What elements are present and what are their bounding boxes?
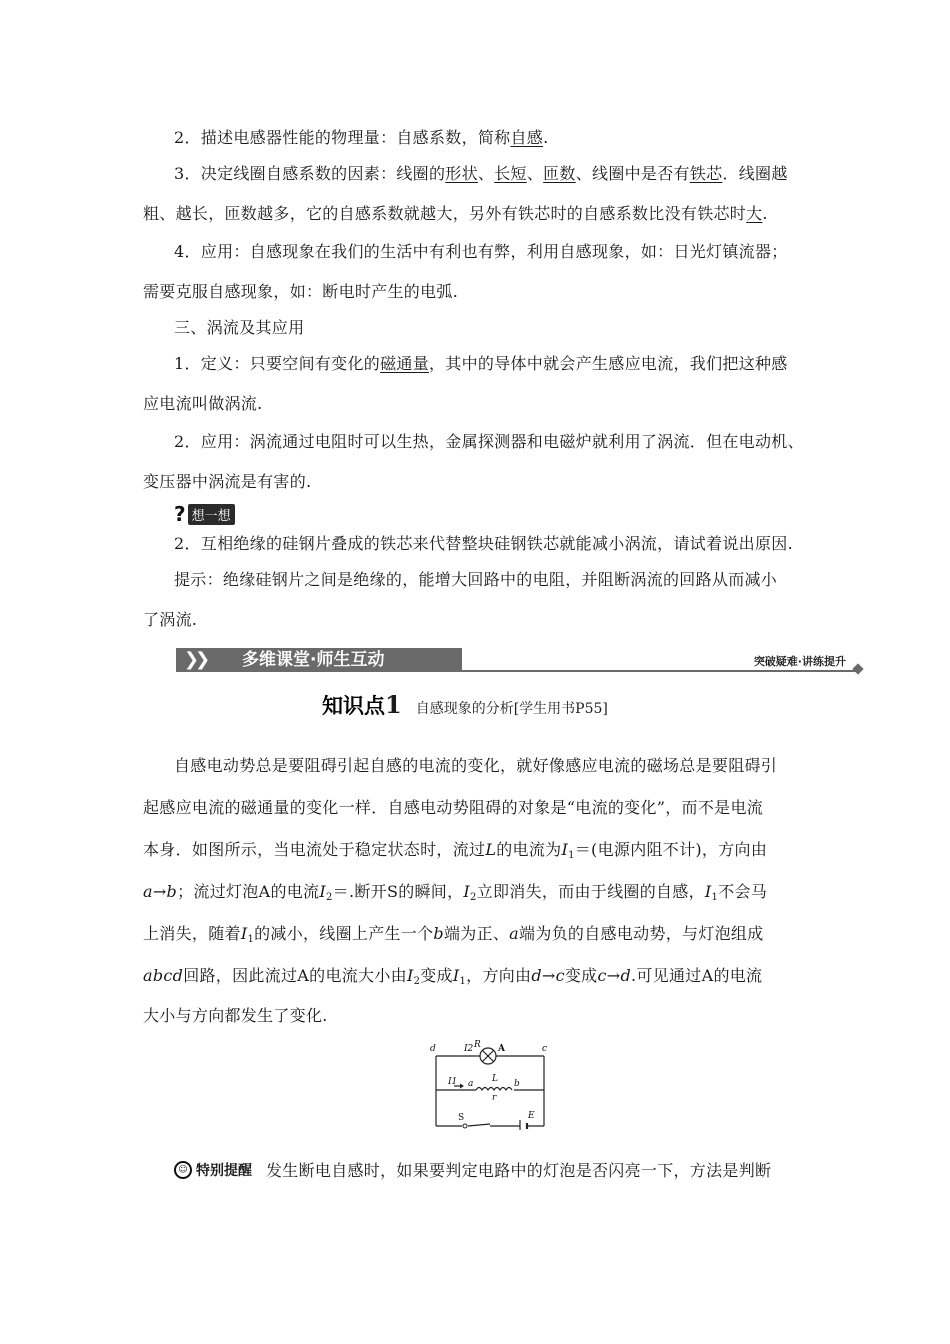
label-E: E (528, 1111, 535, 1121)
item-3-line-1 (174, 164, 788, 184)
label-c: c (542, 1044, 548, 1054)
label-b: b (514, 1079, 520, 1089)
item-2-text: 2．描述电感器性能的物理量：自感系数，简称 (174, 128, 511, 147)
special-reminder (174, 1158, 771, 1181)
subscript-1: 1 (568, 850, 575, 861)
subscript-2: 2 (325, 892, 333, 903)
application-line-2: 变压器中涡流是有害的. (143, 472, 312, 491)
subscript-1b: 1 (711, 892, 719, 903)
subscript-2c: 2 (413, 976, 421, 987)
item-3-text-a: 3．决定线圈自感系数的因素：线圈的 (174, 164, 446, 183)
item-4-line-2: 需要克服自感现象，如：断电时产生的电弧. (143, 282, 459, 301)
item-3-end: . (762, 204, 768, 223)
switch-contact (463, 1124, 467, 1128)
analysis-4a: ；流过灯泡A的电流 (177, 882, 320, 901)
symbol-L: L (485, 840, 497, 859)
analysis-line-3 (143, 840, 767, 866)
banner-rule (462, 670, 858, 672)
analysis-6c: ，方向由 (466, 966, 532, 985)
chevron-right-icon: ❯❯ (184, 649, 207, 670)
banner-title: 多维课堂·师生互动 (242, 650, 385, 670)
question-mark-icon: ? (174, 502, 186, 526)
symbol-a-to-b: a→b (143, 882, 178, 901)
definition-line-1 (174, 354, 788, 374)
analysis-3b: 的电流为 (496, 840, 562, 859)
application-line-1: 2．应用：涡流通过电阻时可以生热，金属探测器和电磁炉就利用了涡流．但在电动机、 (174, 432, 804, 451)
label-a: a (468, 1079, 474, 1089)
analysis-5c: 端为正、 (443, 924, 510, 943)
knowledge-point-heading (322, 690, 608, 720)
symbol-I1b: I (704, 882, 712, 901)
section-3-heading: 三、涡流及其应用 (174, 318, 305, 337)
symbol-a: a (509, 924, 520, 943)
label-I2: I2 (464, 1044, 474, 1054)
item-2-underlined: 自感 (510, 128, 544, 147)
definition-flux: 磁通量 (380, 354, 429, 373)
label-I1: I1 (448, 1077, 458, 1087)
label-A: A (498, 1044, 505, 1054)
hint-line-2: 了涡流. (143, 610, 198, 629)
analysis-6b: 变成 (420, 966, 453, 985)
item-3-text-c: ．线圈越 (722, 164, 788, 183)
item-3-text-b: 、线圈中是否有 (575, 164, 690, 183)
item-4-line-1: 4．应用：自感现象在我们的生活中有利也有弊，利用自感现象，如：日光灯镇流器； (174, 242, 788, 261)
knowledge-point-title: 知识点 (322, 694, 385, 718)
analysis-line-4 (143, 882, 767, 908)
symbol-b: b (433, 924, 444, 943)
inductor-coil (476, 1088, 512, 1091)
label-L: L (492, 1074, 498, 1084)
analysis-3c: ＝(电源内阻不计)，方向由 (574, 840, 768, 859)
analysis-6d: 变成 (564, 966, 598, 985)
item-3-length: 长短 (494, 164, 527, 183)
knowledge-point-subtitle: 自感现象的分析[学生用书P55] (415, 701, 608, 717)
reminder-text: 发生断电自感时，如果要判定电路中的灯泡是否闪亮一下，方法是判断 (266, 1161, 772, 1180)
symbol-c-to-d: c→d (597, 966, 631, 985)
analysis-line-6 (143, 966, 762, 992)
analysis-5a: 上消失，随着 (143, 924, 241, 943)
symbol-I2c: I (406, 966, 414, 985)
knowledge-point-number: 1 (385, 690, 402, 719)
item-3-big: 大 (746, 204, 763, 223)
symbol-d-to-c: d→c (531, 966, 565, 985)
label-S: S (458, 1113, 465, 1123)
banner-title-block (176, 648, 462, 672)
analysis-6a: 回路，因此流过A的电流大小由 (183, 966, 407, 985)
analysis-4b: ＝.断开S的瞬间， (332, 882, 464, 901)
analysis-line-5 (143, 924, 764, 950)
label-R: R (474, 1040, 481, 1050)
banner-right-text: 突破疑难·讲练提升 (753, 655, 846, 668)
symbol-I1d: I (452, 966, 460, 985)
subscript-2b: 2 (470, 892, 477, 903)
think-badge (174, 504, 235, 524)
symbol-abcd: abcd (143, 966, 184, 985)
smile-icon: ☺ (174, 1161, 192, 1179)
analysis-3a: 本身．如图所示，当电流处于稳定状态时，流过 (143, 840, 486, 859)
analysis-4d: 不会马 (718, 882, 768, 901)
subscript-1c: 1 (247, 934, 255, 945)
item-3-core: 铁芯 (689, 164, 723, 183)
item-3-turns: 匝数 (543, 164, 576, 183)
definition-line-2: 应电流叫做涡流. (143, 394, 263, 413)
item-2-end: . (543, 128, 549, 147)
reminder-label: 特别提醒 (196, 1162, 252, 1179)
switch-blade (468, 1124, 490, 1126)
circuit-diagram (428, 1040, 558, 1130)
item-3-sep-2: 、 (526, 164, 544, 183)
hint-line-1: 提示：绝缘硅钢片之间是绝缘的，能增大回路中的电阻，并阻断涡流的回路从而减小 (174, 570, 778, 589)
item-3-sep-1: 、 (477, 164, 495, 183)
item-3-line-2-text: 粗、越长，匝数越多，它的自感系数就越大，另外有铁芯时的自感系数比没有铁芯时 (143, 204, 747, 223)
symbol-I2b: I (463, 882, 471, 901)
diamond-icon (852, 663, 863, 674)
analysis-line-1: 自感电动势总是要阻碍引起自感的电流的变化，就好像感应电流的磁场总是要阻碍引 (174, 756, 778, 775)
label-d: d (430, 1044, 436, 1054)
symbol-I2: I (319, 882, 326, 901)
definition-text-b: ，其中的导体中就会产生感应电流，我们把这种感 (429, 354, 788, 373)
item-3-line-2 (143, 204, 768, 224)
item-2-line (174, 128, 548, 148)
definition-text-a: 1．定义：只要空间有变化的 (174, 354, 381, 373)
item-3-shape: 形状 (445, 164, 478, 183)
symbol-I1c: I (240, 924, 248, 943)
analysis-5d: 端为负的自感电动势，与灯泡组成 (519, 924, 764, 943)
analysis-line-7: 大小与方向都发生了变化. (143, 1006, 328, 1025)
label-r: r (492, 1093, 497, 1103)
symbol-I1: I (561, 840, 569, 859)
think-label: 想一想 (188, 504, 235, 525)
analysis-line-2: 起感应电流的磁通量的变化一样．自感电动势阻碍的对象是“电流的变化”，而不是电流 (143, 798, 764, 817)
section-banner (176, 648, 862, 676)
analysis-6e: .可见通过A的电流 (631, 966, 763, 985)
analysis-5b: 的减小，线圈上产生一个 (254, 924, 434, 943)
subscript-1d: 1 (459, 976, 467, 987)
think-question: 2．互相绝缘的硅钢片叠成的铁芯来代替整块硅钢铁芯就能减小涡流，请试着说出原因. (174, 534, 793, 553)
analysis-4c: 立即消失，而由于线圈的自感， (476, 882, 705, 901)
